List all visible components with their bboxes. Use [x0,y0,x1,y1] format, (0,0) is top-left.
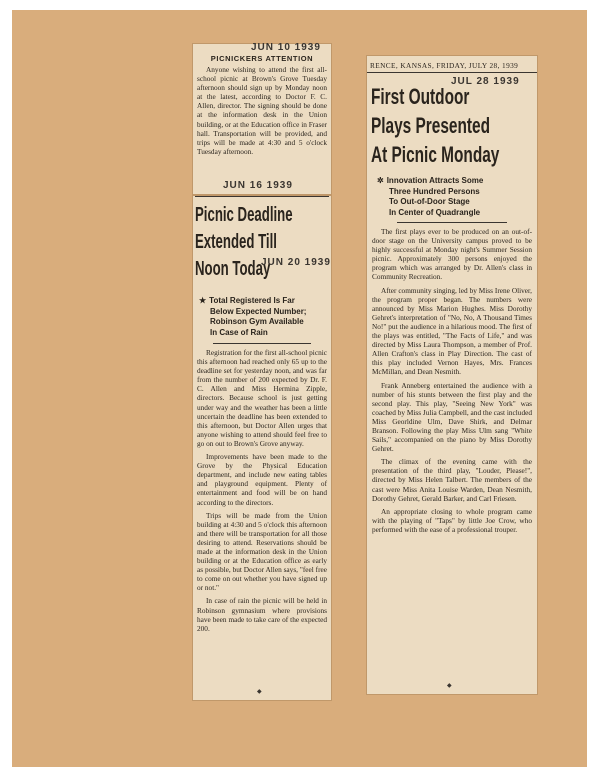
body-paragraph: In case of rain the picnic will be held in Robinson gymnasium where provisions have been made to take care of the expected 200. [197,596,327,633]
deck-line: Total Registered Is Far [209,296,295,305]
star-icon: ★ [199,296,207,305]
clipping-first-outdoor-plays [367,56,537,694]
date-stamp: JUL 28 1939 [451,76,520,87]
body-paragraph: Registration for the first all-school picnic this afternoon had reached only 65 up to the deadline set for yesterday noon, and was far from the number of 200 expected by Dr. F. C. Allen and Miss Hermina Zipple, directors. Because school is just getting under way and the weather has been a little uncertain the deadline has been extended to this afternoon, but Doctor Allen urges that anyone wishing to attend should feel free to go on out to Brown's Grove anyway. [197,348,327,448]
headline-line: At Picnic Monday [371,142,500,167]
newspaper-dateline: RENCE, KANSAS, FRIDAY, JULY 28, 1939 [370,61,519,70]
deck-line: Robinson Gym Available [210,317,304,326]
date-stamp: JUN 10 1939 [251,42,321,53]
end-mark-icon: ◆ [257,689,262,695]
headline-line: First Outdoor [371,84,470,109]
end-mark-icon: ◆ [447,683,452,689]
article-body [372,227,532,538]
star-icon: ✲ [377,176,384,185]
body-paragraph: Anyone wishing to attend the first all-school picnic at Brown's Grove Tuesday afternoon should sign up by Monday noon at the latest, according to Doctor F. C. Allen, director. The signing should be done at the information desk in the Union building, or at the Education office in Fraser hall. Transportation will be provided, and trips will be made at 4:30 and 5 o'clock Tuesday afternoon. [197,65,327,156]
body-paragraph: Trips will be made from the Union building at 4:30 and 5 o'clock this afternoon and there will be transportation for all those desiring to attend. Reservations should be made at the information desk in the Union building or at the Education office as early as possible, but Doctor Allen says, "feel free to come on out whether you have signed up or not." [197,510,327,593]
date-stamp: JUN 20 1939 [261,257,331,268]
dateline-rule [367,72,537,73]
clipping-picnic-deadline [193,196,331,700]
deck-rule [213,343,311,344]
deck-line: In Center of Quadrangle [389,207,481,217]
deck-line: In Case of Rain [210,327,268,337]
body-paragraph: Improvements have been made to the Grove by the Physical Education department, and include new eating tables and playground equipment. Plenty of entertainment and food will be on hand according to the directors. [197,452,327,507]
headline-line: Plays Presented [371,113,490,138]
clipping-kicker: PICNICKERS ATTENTION [210,54,314,63]
body-paragraph: After community singing, led by Miss Irene Oliver, the program proper began. The numbers were announced by Miss Marion Hughes. Miss Dorothy Gehret's interpretation of "No, No, A Thousand Times No!" put the audience in a hilarious mood. The first of the plays was entitled, "The Facts of Life," and was directed by Miss Laura Thompson, a member of Prof. Allen Crafton's class in Play Direction. The cast of this play included Vernon Hayes, Mrs. Frances McMillan, and Dean Nesmith. [372,285,532,377]
deck-line: Innovation Attracts Some [386,176,484,185]
deck-line: To Out-of-Door Stage [389,197,470,206]
headline-line: Extended Till [195,231,277,253]
date-stamp: JUN 16 1939 [223,180,293,191]
body-paragraph: Frank Anneberg entertained the audience with a number of his stunts between the first play and the second play. This play, "Seeing New York" was coached by Miss Julia Campbell, and the cast included Miss Georldine Ulm, Dave Shirk, and Delmar Branson. Following the play Miss Ulm sang "White Sails," accompanied on the piano by Miss Dorothy Gehret. [372,380,532,454]
deck-line: Three Hundred Persons [389,186,480,196]
headline [371,82,499,169]
article-body [197,348,327,637]
headline-line: Noon Today [195,258,271,280]
headline-line: Picnic Deadline [195,204,293,226]
body-paragraph: An appropriate closing to whole program came with the playing of "Taps" by little Joe Crow, who performed with the ease of a professional trouper. [372,506,532,534]
deck-rule [397,222,507,223]
clipping-body [197,65,327,160]
body-paragraph: The climax of the evening came with the presentation of the third play, "Louder, Please!", directed by Miss Helen Talbert. The members of the cast were Miss Anita Louise Warden, Dean Nesmith, Dorothy Gehret, Gerald Barker, and Carl Friesen. [372,457,532,503]
headline [195,202,293,283]
clipping-rule [195,196,329,197]
deck [377,176,533,218]
body-paragraph: The first plays ever to be produced on an out-of-door stage on the University campus proved to be highly successful at Monday night's Summer Session picnic. Approximately 300 persons enjoyed the program which was arranged by Dr. Allen's class in Community Recreation. [372,227,532,282]
deck [199,296,327,338]
deck-line: Below Expected Number; [210,306,307,316]
clipping-picnickers-attention [193,44,331,194]
